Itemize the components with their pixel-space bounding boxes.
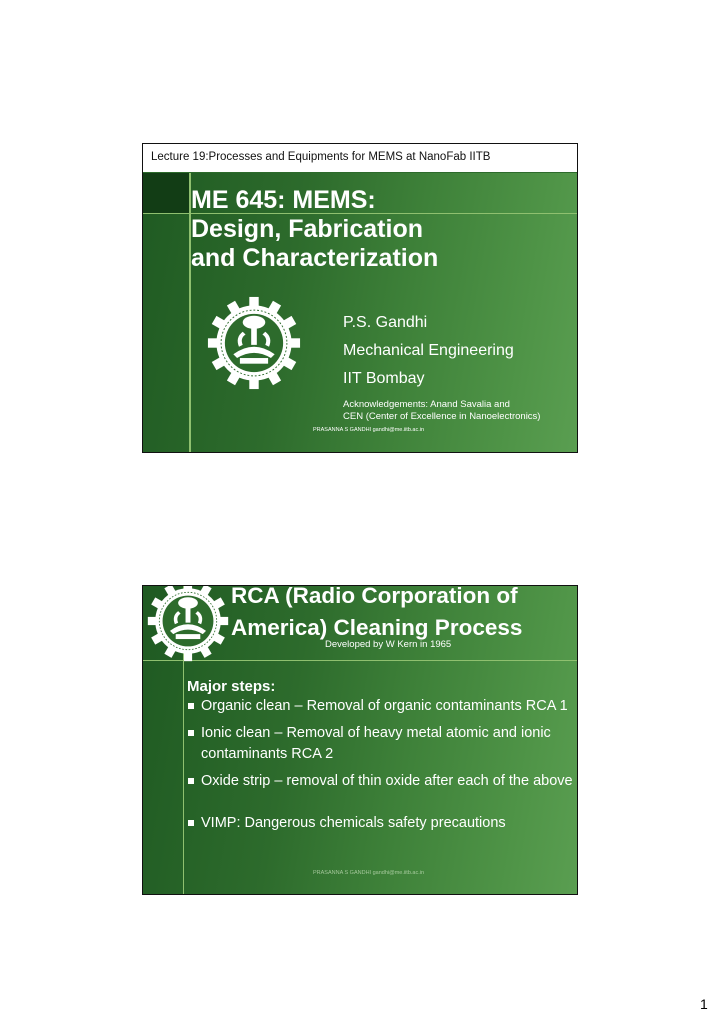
slide-1 [142, 143, 578, 453]
acknowledgements [343, 399, 573, 423]
slide-footer: PRASANNA S GANDHI gandhi@me.iitb.ac.in [313, 870, 425, 876]
title-line: and Characterization [191, 244, 439, 272]
presenter-name: P.S. Gandhi [343, 314, 428, 331]
slide-subtitle: Developed by W Kern in 1965 [325, 639, 452, 650]
list-item: Organic clean – Removal of organic contaminants RCA 1 [187, 696, 573, 717]
slide-header-bar [143, 144, 577, 173]
slide-2 [142, 585, 578, 895]
presenter-info [343, 309, 573, 393]
steps-heading: Major steps: [187, 678, 276, 695]
course-title [191, 186, 571, 273]
title-line: Design, Fabrication [191, 215, 423, 243]
presenter-department: Mechanical Engineering [343, 342, 514, 359]
list-item: Oxide strip – removal of thin oxide after each of the above [187, 771, 573, 792]
title-line: ME 645: MEMS: [191, 186, 376, 214]
presenter-institute: IIT Bombay [343, 370, 425, 387]
title-line: America) Cleaning Process [231, 615, 523, 640]
slide-footer: PRASANNA S GANDHI gandhi@me.iitb.ac.in [313, 427, 425, 433]
ack-line: CEN (Center of Excellence in Nanoelectronics) [343, 411, 541, 422]
slide-title [231, 585, 571, 644]
title-line: RCA (Radio Corporation of [231, 585, 518, 608]
page-number: 1 [700, 996, 708, 1012]
list-item: Ionic clean – Removal of heavy metal atomic and ionic contaminants RCA 2 [187, 723, 573, 765]
accent-block [143, 173, 189, 213]
iit-bombay-logo-icon [207, 296, 301, 390]
list-item: VIMP: Dangerous chemicals safety precautions [187, 813, 573, 834]
steps-list [187, 696, 573, 840]
lecture-header: Lecture 19:Processes and Equipments for MEMS at NanoFab IITB [151, 151, 491, 163]
ack-line: Acknowledgements: Anand Savalia and [343, 399, 510, 410]
iit-bombay-logo-icon [147, 585, 229, 662]
